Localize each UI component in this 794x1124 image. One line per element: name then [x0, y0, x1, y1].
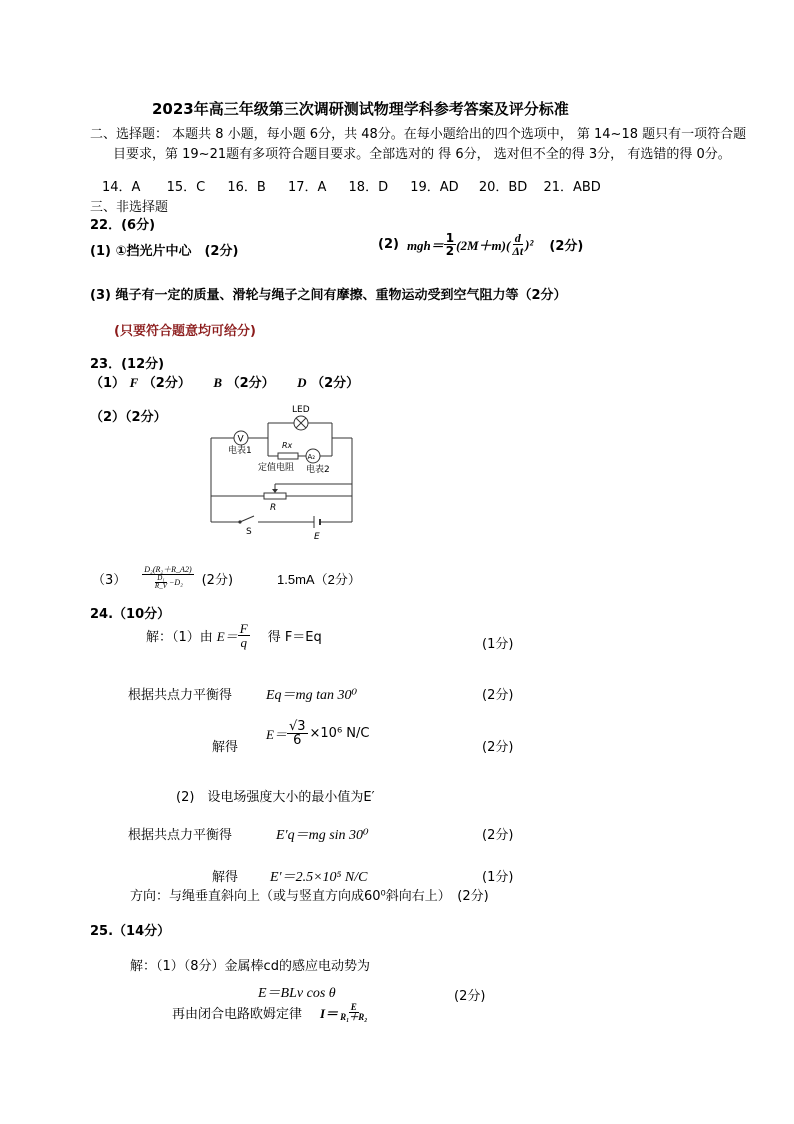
q23-part3-label: （3）: [92, 572, 127, 588]
q22-part3: (3) 绳子有一定的质量、滑轮与绳子之间有摩擦、重物运动受到空气阻力等（2分）: [90, 288, 567, 303]
q23-part3: [92, 566, 361, 590]
answer-item: 19．AD: [410, 180, 459, 195]
q24-line6-score: (1分): [482, 870, 514, 885]
rheostat-icon: [264, 493, 286, 499]
q23-score-a: （2分）: [142, 376, 191, 391]
rheostat-label: R: [270, 503, 277, 513]
q24-line6-text: 解得: [212, 870, 239, 885]
q22-note: (只要符合题意均可给分): [114, 324, 256, 339]
answer-item: 21．ABD: [543, 180, 601, 195]
q24-line1-e: E＝: [216, 629, 238, 644]
q24-line1-post: 得 F＝Eq: [267, 630, 322, 645]
q24-line5-score: (2分): [482, 828, 514, 843]
voltmeter-icon: [234, 431, 248, 445]
switch-icon: [238, 520, 241, 523]
q25-line3-text: 再由闭合电路欧姆定律: [172, 1007, 303, 1022]
answer-item: 16．B: [227, 180, 266, 195]
ammeter-symbol: A₂: [307, 453, 316, 461]
meter1-label: 电表1: [228, 446, 252, 456]
fraction-denominator: q: [240, 635, 247, 650]
q25-heading: 25.（14分）: [90, 924, 171, 939]
fraction-numerator: d: [514, 231, 521, 245]
q23-answer-b: B: [213, 375, 223, 390]
fraction-numerator: √3: [288, 719, 306, 734]
q24-line3-e: E＝: [266, 727, 287, 742]
q22-part1: (1) ①挡光片中心 (2分): [90, 244, 239, 259]
q24-line6-eq: E′＝2.5×10⁵ N/C: [270, 870, 368, 885]
q23-part1-label: （1）: [90, 376, 126, 391]
q25-line3-fraction: [338, 1003, 369, 1022]
q24-line3-fraction: [287, 720, 308, 747]
q23-score-c: （2分）: [311, 376, 360, 391]
q23-score-b: （2分）: [226, 376, 275, 391]
q25-line2-score: (2分): [454, 989, 486, 1004]
battery-label: E: [314, 532, 320, 542]
q24-line5-text: 根据共点力平衡得: [128, 828, 233, 843]
q22-formula-left: mgh＝: [406, 238, 444, 253]
q24-line2-text: 根据共点力平衡得: [128, 688, 233, 703]
q22-half-fraction: [444, 232, 456, 257]
fraction-numerator: 1: [445, 231, 455, 245]
q24-line5-eq: E′q＝mg sin 30⁰: [276, 828, 369, 843]
fixed-resistor-label: 定值电阻: [258, 463, 295, 473]
switch-label: S: [246, 527, 252, 537]
q24-line1: [146, 622, 322, 649]
meter2-label: 电表2: [306, 465, 330, 475]
q24-line1-pre: 解：（1）由: [146, 630, 213, 645]
q22-formula-mid: (2M＋m)(: [456, 238, 511, 253]
fraction-numerator: E: [350, 1002, 357, 1012]
q23-part2: （2）（2分）: [90, 410, 167, 425]
page-title: 2023年高三年级第三次调研测试物理学科参考答案及评分标准: [152, 100, 569, 118]
fraction-denominator: R_V: [154, 582, 167, 590]
q22-heading: 22．(6分): [90, 218, 156, 233]
fraction-numerator: F: [239, 621, 248, 636]
voltmeter-symbol: V: [237, 434, 244, 445]
answer-item: 18．D: [348, 180, 389, 195]
choice-answers: [102, 176, 601, 195]
q24-line1-score: (1分): [482, 637, 514, 652]
section2-line1: 二、选择题： 本题共 8 小题，每小题 6分，共 48分。在每小题给出的四个选项中， 第 14~18 题只有一项符合题: [90, 127, 747, 142]
q22-part2-score: (2分): [549, 239, 584, 254]
answer-item: 20．BD: [478, 180, 528, 195]
answer-item: 17．A: [287, 180, 327, 195]
q24-line3-text: 解得: [212, 740, 239, 755]
q25-line1: 解：（1）（8分）金属棒cd的感应电动势为: [130, 959, 370, 974]
fraction-tail: −D₂: [168, 577, 183, 587]
q24-line3-score: (2分): [482, 740, 514, 755]
q25-line3-i: I＝: [320, 1006, 339, 1021]
q23-part3-score: (2分): [201, 572, 234, 588]
circuit-diagram: [200, 398, 360, 543]
resistor-icon: [278, 453, 298, 459]
q23-heading: 23．(12分): [90, 357, 165, 372]
rx-label: Rx: [282, 441, 293, 450]
q23-answer-c: D: [297, 375, 307, 390]
q23-part3-value: 1.5mA（2分）: [277, 571, 361, 587]
q24-line4: (2) 设电场强度大小的最小值为E′: [176, 790, 375, 805]
answer-item: 14．A: [102, 180, 141, 195]
led-icon: [294, 416, 308, 430]
fraction-denominator: 6: [293, 733, 302, 748]
q24-line2-score: (2分): [482, 688, 514, 703]
fraction-denominator: [151, 575, 185, 590]
q24-line1-fraction: [238, 622, 250, 649]
q23-part1: [90, 372, 359, 391]
ammeter-icon: [306, 449, 320, 463]
q22-part2-label: (2): [378, 237, 399, 252]
led-label: LED: [292, 405, 310, 415]
q24-line7: 方向：与绳垂直斜向上（或与竖直方向成60⁰斜向右上） (2分): [130, 889, 489, 904]
q24-line2-eq: Eq＝mg tan 30⁰: [266, 688, 358, 703]
q22-formula-tail: )²: [525, 236, 534, 252]
answer-item: 15．C: [166, 180, 206, 195]
q22-velocity-fraction: [510, 232, 525, 257]
slider-arrow-icon: [272, 489, 278, 493]
q22-part2: [378, 232, 583, 257]
fraction-numerator: D₁: [157, 574, 165, 582]
battery-icon: [314, 516, 320, 528]
fraction-denominator: 2: [445, 244, 455, 258]
q25-line3: [172, 1003, 369, 1022]
section2-line2: 目要求，第 19~21题有多项符合题目要求。全部选对的 得 6分， 选对但不全的得 3分， 有选错的得 0分。: [113, 147, 731, 162]
fraction-numerator: D₂(R₂＋R_A2): [144, 565, 192, 574]
q25-line2-eq: E＝BLv cos θ: [258, 986, 336, 1001]
q24-line3-tail: ×10⁶ N/C: [309, 726, 370, 741]
section3-heading: 三、非选择题: [90, 200, 169, 215]
q24-line3-eq: [266, 720, 369, 747]
q23-part3-fraction: [142, 566, 193, 590]
fraction-denominator: Δt: [512, 244, 524, 258]
fraction-denominator: R₁＋R₂: [340, 1012, 368, 1022]
q23-answer-a: F: [129, 375, 139, 390]
q24-heading: 24.（10分）: [90, 607, 171, 622]
